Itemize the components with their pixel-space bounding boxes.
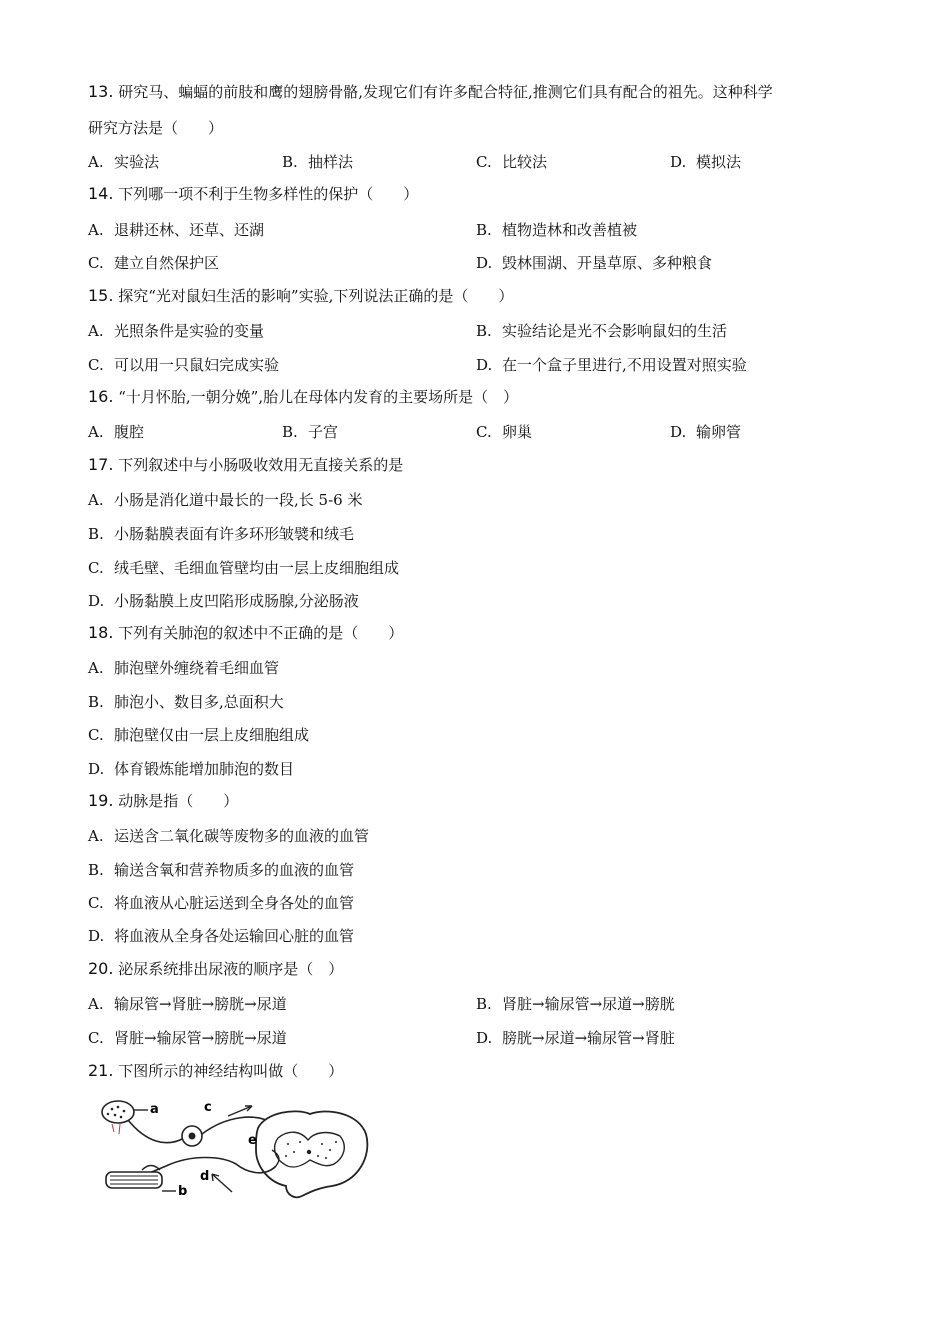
q20-option-b[interactable]: B. 肾脏→输尿管→尿道→膀胱 bbox=[476, 995, 675, 1013]
question-20-stem: 20. 泌尿系统排出尿液的顺序是（ ） bbox=[88, 959, 344, 978]
q16-option-d[interactable]: D. 输卵管 bbox=[670, 423, 742, 441]
sensory-nerve bbox=[128, 1120, 184, 1143]
q17-option-c[interactable]: C. 绒毛壁、毛细血管壁均由一层上皮细胞组成 bbox=[88, 559, 400, 577]
q14-option-d[interactable]: D. 毁林围湖、开垦草原、多种粮食 bbox=[476, 254, 713, 272]
q13-option-b[interactable]: B. 抽样法 bbox=[282, 153, 354, 171]
q15-option-d[interactable]: D. 在一个盒子里进行,不用设置对照实验 bbox=[476, 356, 747, 374]
question-13-stem: 13. 研究马、蝙蝠的前肢和鹰的翅膀骨骼,发现它们有许多配合特征,推测它们具有配合的祖先。这种科学 bbox=[88, 82, 773, 101]
q17-option-a[interactable]: A. 小肠是消化道中最长的一段,长 5-6 米 bbox=[88, 491, 363, 509]
label-d: d bbox=[200, 1169, 210, 1184]
question-14-stem: 14. 下列哪一项不利于生物多样性的保护（ ） bbox=[88, 184, 419, 203]
q14-option-a[interactable]: A. 退耕还林、还草、还湖 bbox=[88, 221, 265, 239]
question-21-stem: 21. 下图所示的神经结构叫做（ ） bbox=[88, 1061, 344, 1080]
q18-option-b[interactable]: B. 肺泡小、数目多,总面积大 bbox=[88, 693, 284, 711]
question-16-stem: 16. “十月怀胎,一朝分娩”,胎儿在母体内发育的主要场所是（ ） bbox=[88, 387, 519, 406]
q13-option-d[interactable]: D. 模拟法 bbox=[670, 153, 742, 171]
q17-option-b[interactable]: B. 小肠黏膜表面有许多环形皱襞和绒毛 bbox=[88, 525, 355, 543]
q16-option-b[interactable]: B. 子宫 bbox=[282, 423, 339, 441]
q15-option-a[interactable]: A. 光照条件是实验的变量 bbox=[88, 322, 265, 340]
q18-option-c[interactable]: C. 肺泡壁仅由一层上皮细胞组成 bbox=[88, 726, 310, 744]
question-15-stem: 15. 探究“光对鼠妇生活的影响”实验,下列说法正确的是（ ） bbox=[88, 286, 514, 305]
q17-option-d[interactable]: D. 小肠黏膜上皮凹陷形成肠腺,分泌肠液 bbox=[88, 592, 359, 610]
q20-option-d[interactable]: D. 膀胱→尿道→输尿管→肾脏 bbox=[476, 1029, 675, 1047]
question-13-stem-cont: 研究方法是（ ） bbox=[88, 119, 224, 137]
arrow-c bbox=[228, 1106, 252, 1116]
central-canal bbox=[307, 1150, 311, 1154]
q14-option-c[interactable]: C. 建立自然保护区 bbox=[88, 254, 220, 272]
q19-option-c[interactable]: C. 将血液从心脏运送到全身各处的血管 bbox=[88, 894, 355, 912]
question-18-stem: 18. 下列有关肺泡的叙述中不正确的是（ ） bbox=[88, 623, 404, 642]
q14-option-b[interactable]: B. 植物造林和改善植被 bbox=[476, 221, 638, 239]
q18-option-d[interactable]: D. 体育锻炼能增加肺泡的数目 bbox=[88, 760, 295, 778]
q19-option-a[interactable]: A. 运送含二氧化碳等废物多的血液的血管 bbox=[88, 827, 370, 845]
q15-option-b[interactable]: B. 实验结论是光不会影响鼠妇的生活 bbox=[476, 322, 728, 340]
q19-option-b[interactable]: B. 输送含氧和营养物质多的血液的血管 bbox=[88, 861, 355, 879]
label-c: c bbox=[204, 1100, 212, 1115]
question-17-stem: 17. 下列叙述中与小肠吸收效用无直接关系的是 bbox=[88, 455, 404, 474]
q20-option-c[interactable]: C. 肾脏→输尿管→膀胱→尿道 bbox=[88, 1029, 287, 1047]
reflex-arc-figure bbox=[96, 1094, 372, 1202]
q15-option-c[interactable]: C. 可以用一只鼠妇完成实验 bbox=[88, 356, 280, 374]
q18-option-a[interactable]: A. 肺泡壁外缠绕着毛细血管 bbox=[88, 659, 280, 677]
q16-option-c[interactable]: C. 卵巢 bbox=[476, 423, 533, 441]
q13-option-a[interactable]: A. 实验法 bbox=[88, 153, 160, 171]
q13-option-c[interactable]: C. 比较法 bbox=[476, 153, 548, 171]
question-19-stem: 19. 动脉是指（ ） bbox=[88, 791, 239, 810]
label-a: a bbox=[150, 1102, 159, 1117]
receptor-patch bbox=[102, 1101, 134, 1134]
q16-option-a[interactable]: A. 腹腔 bbox=[88, 423, 145, 441]
q20-option-a[interactable]: A. 输尿管→肾脏→膀胱→尿道 bbox=[88, 995, 287, 1013]
label-e: e bbox=[248, 1133, 257, 1148]
q19-option-d[interactable]: D. 将血液从全身各处运输回心脏的血管 bbox=[88, 927, 355, 945]
effector-muscle bbox=[106, 1166, 162, 1189]
arrow-d bbox=[212, 1174, 232, 1192]
label-b: b bbox=[178, 1184, 188, 1199]
